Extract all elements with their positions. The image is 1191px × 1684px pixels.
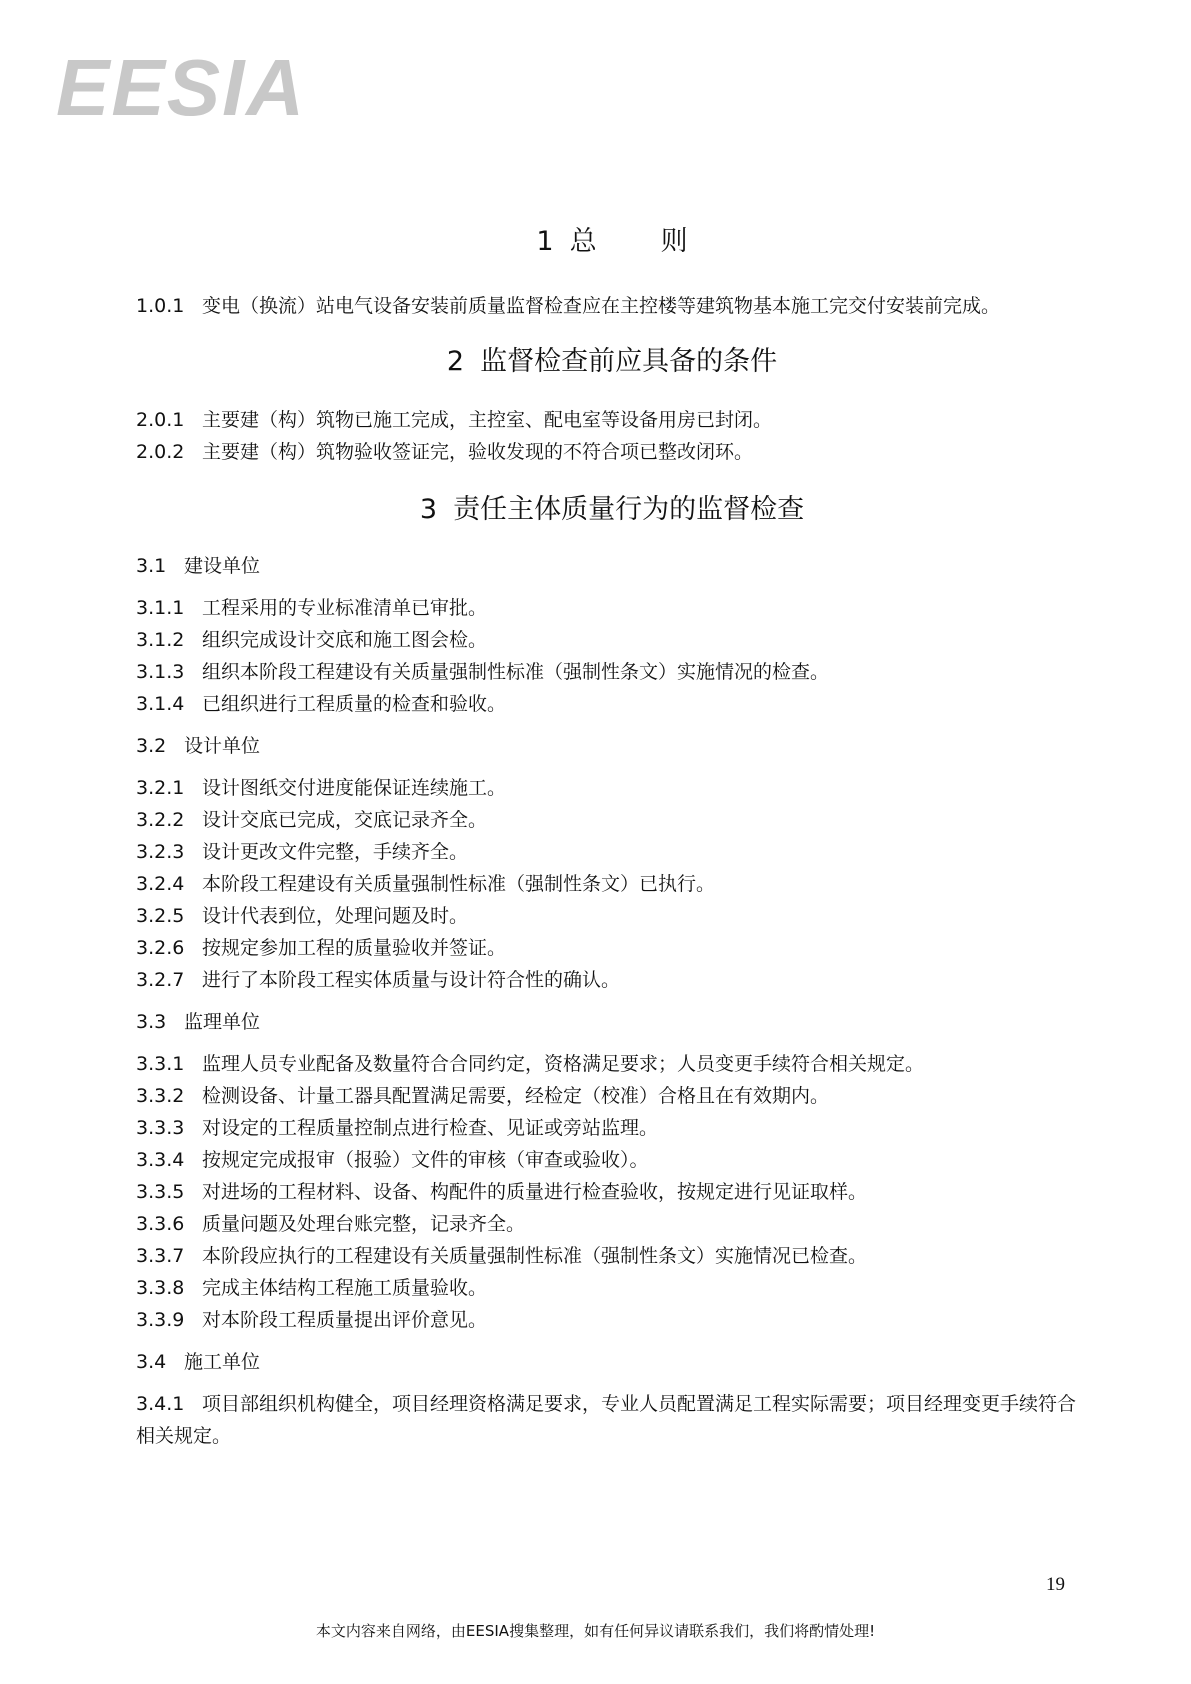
chapter-2-heading — [136, 344, 1088, 380]
clause-3-2-5 — [136, 900, 1088, 932]
clause-number: 3.3.4 — [136, 1149, 185, 1171]
clause-text: 设计图纸交付进度能保证连续施工。 — [202, 777, 507, 799]
clause-text: 项目部组织机构健全，项目经理资格满足要求，专业人员配置满足工程实际需要；项目经理变更手续符合相关规定。 — [136, 1393, 1077, 1447]
document-body — [136, 224, 1088, 1452]
clause-number: 3.2.6 — [136, 937, 185, 959]
section-title: 设计单位 — [184, 735, 261, 757]
section-3-1-heading — [136, 550, 1088, 582]
chapter-1-heading — [136, 224, 1088, 260]
clause-3-1-1 — [136, 592, 1088, 624]
clause-text: 本阶段工程建设有关质量强制性标准（强制性条文）已执行。 — [202, 873, 716, 895]
clause-text: 质量问题及处理台账完整，记录齐全。 — [202, 1213, 526, 1235]
clause-text: 监理人员专业配备及数量符合合同约定，资格满足要求；人员变更手续符合相关规定。 — [202, 1053, 925, 1075]
clause-text: 设计交底已完成，交底记录齐全。 — [202, 809, 488, 831]
clause-text: 对设定的工程质量控制点进行检查、见证或旁站监理。 — [202, 1117, 659, 1139]
clause-text: 对进场的工程材料、设备、构配件的质量进行检查验收，按规定进行见证取样。 — [202, 1181, 868, 1203]
chapter-number: 2 — [446, 346, 465, 377]
clause-number: 3.4.1 — [136, 1393, 185, 1415]
clause-3-3-5 — [136, 1176, 1088, 1208]
clause-number: 3.2.1 — [136, 777, 185, 799]
clause-number: 3.3.1 — [136, 1053, 185, 1075]
clause-3-2-7 — [136, 964, 1088, 996]
clause-3-1-2 — [136, 624, 1088, 656]
section-number: 3.2 — [136, 735, 167, 757]
section-title: 建设单位 — [184, 555, 261, 577]
clause-number: 3.3.7 — [136, 1245, 185, 1267]
section-title: 监理单位 — [184, 1011, 261, 1033]
clause-3-3-6 — [136, 1208, 1088, 1240]
clause-3-2-1 — [136, 772, 1088, 804]
clause-1-0-1 — [136, 290, 1088, 322]
chapter-title: 责任主体质量行为的监督检查 — [453, 494, 805, 525]
clause-3-1-4 — [136, 688, 1088, 720]
clause-3-3-1 — [136, 1048, 1088, 1080]
clause-3-3-2 — [136, 1080, 1088, 1112]
clause-text: 主要建（构）筑物已施工完成，主控室、配电室等设备用房已封闭。 — [202, 409, 773, 431]
clause-number: 3.2.3 — [136, 841, 185, 863]
clause-number: 2.0.1 — [136, 409, 185, 431]
clause-number: 3.1.2 — [136, 629, 185, 651]
section-number: 3.4 — [136, 1351, 167, 1373]
section-3-2-heading — [136, 730, 1088, 762]
chapter-3-heading — [136, 492, 1088, 528]
clause-text: 完成主体结构工程施工质量验收。 — [202, 1277, 488, 1299]
clause-number: 3.3.6 — [136, 1213, 185, 1235]
section-number: 3.3 — [136, 1011, 167, 1033]
chapter-number: 1 — [536, 226, 554, 257]
chapter-number: 3 — [419, 494, 438, 525]
clause-text: 检测设备、计量工器具配置满足需要，经检定（校准）合格且在有效期内。 — [202, 1085, 830, 1107]
clause-number: 3.3.5 — [136, 1181, 185, 1203]
clause-text: 主要建（构）筑物验收签证完，验收发现的不符合项已整改闭环。 — [202, 441, 754, 463]
clause-text: 按规定参加工程的质量验收并签证。 — [202, 937, 507, 959]
footer-notice: 本文内容来自网络，由EESIA搜集整理，如有任何异议请联系我们，我们将酌情处理! — [315, 1622, 876, 1640]
page-number: 19 — [1046, 1574, 1065, 1595]
clause-2-0-2 — [136, 436, 1088, 468]
clause-text: 变电（换流）站电气设备安装前质量监督检查应在主控楼等建筑物基本施工完交付安装前完成。 — [202, 295, 1001, 317]
clause-number: 3.3.3 — [136, 1117, 185, 1139]
clause-text: 设计代表到位，处理问题及时。 — [202, 905, 469, 927]
chapter-title: 总则 — [569, 226, 752, 257]
clause-number: 3.2.4 — [136, 873, 185, 895]
clause-number: 3.1.4 — [136, 693, 185, 715]
clause-3-3-4 — [136, 1144, 1088, 1176]
clause-3-3-3 — [136, 1112, 1088, 1144]
clause-3-4-1 — [136, 1388, 1088, 1452]
clause-text: 已组织进行工程质量的检查和验收。 — [202, 693, 507, 715]
clause-number: 3.3.9 — [136, 1309, 185, 1331]
clause-number: 3.2.5 — [136, 905, 185, 927]
clause-3-2-4 — [136, 868, 1088, 900]
clause-text: 组织完成设计交底和施工图会检。 — [202, 629, 488, 651]
eesia-logo: EESIA — [56, 43, 307, 132]
clause-text: 设计更改文件完整，手续齐全。 — [202, 841, 469, 863]
clause-text: 组织本阶段工程建设有关质量强制性标准（强制性条文）实施情况的检查。 — [202, 661, 830, 683]
clause-text: 对本阶段工程质量提出评价意见。 — [202, 1309, 488, 1331]
clause-text: 按规定完成报审（报验）文件的审核（审查或验收）。 — [202, 1149, 649, 1171]
clause-3-2-3 — [136, 836, 1088, 868]
clause-3-3-8 — [136, 1272, 1088, 1304]
clause-text: 本阶段应执行的工程建设有关质量强制性标准（强制性条文）实施情况已检查。 — [202, 1245, 868, 1267]
clause-text: 工程采用的专业标准清单已审批。 — [202, 597, 488, 619]
clause-3-3-9 — [136, 1304, 1088, 1336]
clause-text: 进行了本阶段工程实体质量与设计符合性的确认。 — [202, 969, 621, 991]
section-number: 3.1 — [136, 555, 167, 577]
clause-number: 2.0.2 — [136, 441, 185, 463]
clause-3-2-2 — [136, 804, 1088, 836]
clause-2-0-1 — [136, 404, 1088, 436]
clause-number: 3.2.2 — [136, 809, 185, 831]
section-3-3-heading — [136, 1006, 1088, 1038]
clause-number: 3.3.2 — [136, 1085, 185, 1107]
clause-3-2-6 — [136, 932, 1088, 964]
clause-3-3-7 — [136, 1240, 1088, 1272]
section-title: 施工单位 — [184, 1351, 261, 1373]
clause-number: 1.0.1 — [136, 295, 185, 317]
clause-number: 3.2.7 — [136, 969, 185, 991]
section-3-4-heading — [136, 1346, 1088, 1378]
chapter-title: 监督检查前应具备的条件 — [480, 346, 778, 377]
clause-number: 3.3.8 — [136, 1277, 185, 1299]
clause-number: 3.1.3 — [136, 661, 185, 683]
clause-3-1-3 — [136, 656, 1088, 688]
clause-number: 3.1.1 — [136, 597, 185, 619]
